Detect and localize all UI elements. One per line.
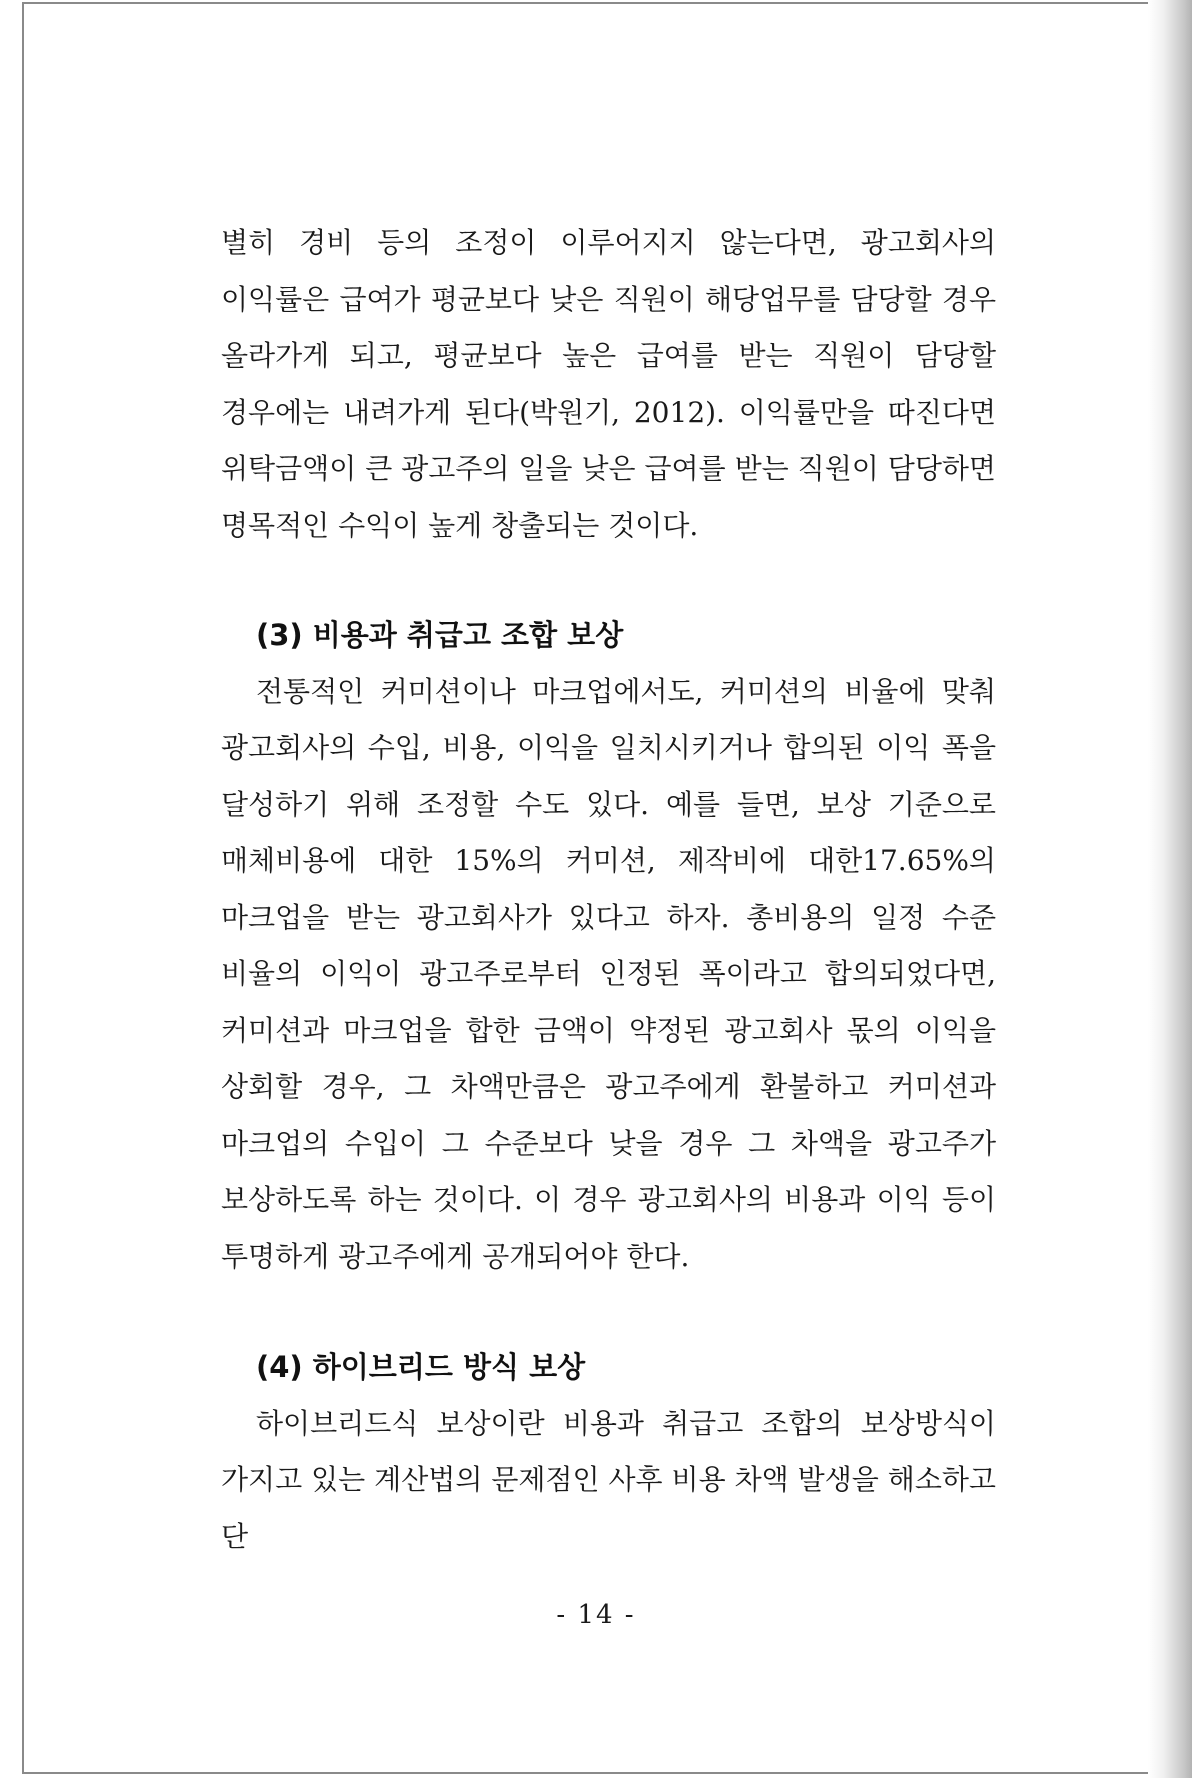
paragraph-spacer: [221, 554, 996, 607]
body-paragraph: 별히 경비 등의 조정이 이루어지지 않는다면, 광고회사의 이익률은 급여가 평균보다 낮은 직원이 해당업무를 담당할 경우 올라가게 되고, 평균보다 높은 급여를 받는 직원이 담당할 경우에는 내려가게 된다(박원기, 2012). 이익률만을 따진다면 위탁금액이 큰 광고주의 일을 낮은 급여를 받는 직원이 담당하면 명목적인 수익이 높게 창출되는 것이다.: [221, 226, 996, 542]
paragraph-spacer: [221, 1285, 996, 1339]
section-heading: (3) 비용과 취급고 조합 보상: [256, 618, 624, 652]
page-edge-shadow: [1148, 0, 1192, 1778]
section-heading: (4) 하이브리드 방식 보상: [256, 1350, 586, 1384]
body-paragraph: 전통적인 커미션이나 마크업에서도, 커미션의 비율에 맞춰 광고회사의 수입, 비용, 이익을 일치시키거나 합의된 이익 폭을 달성하기 위해 조정할 수도 있다. 예를 들면, 보상 기준으로 매체비용에 대한 15%의 커미션, 제작비에 대한17.65%의 마크업을 받는 광고회사가 있다고 하자. 총비용의 일정 수준 비율의 이익이 광고주로부터 인정된 폭이라고 합의되었다면, 커미션과 마크업을 합한 금액이 약정된 광고회사 몫의 이익을 상회할 경우, 그 차액만큼은 광고주에게 환불하고 커미션과 마크업의 수입이 그 수준보다 낮을 경우 그 차액을 광고주가 보상하도록 하는 것이다. 이 경우 광고회사의 비용과 이익 등이 투명하게 광고주에게 공개되어야 한다.: [221, 674, 996, 1273]
page-body: [221, 215, 996, 1565]
body-paragraph: 하이브리드식 보상이란 비용과 취급고 조합의 보상방식이 가지고 있는 계산법의 문제점인 사후 비용 차액 발생을 해소하고 단: [221, 1406, 996, 1553]
page-number: - 14 -: [556, 1600, 636, 1630]
